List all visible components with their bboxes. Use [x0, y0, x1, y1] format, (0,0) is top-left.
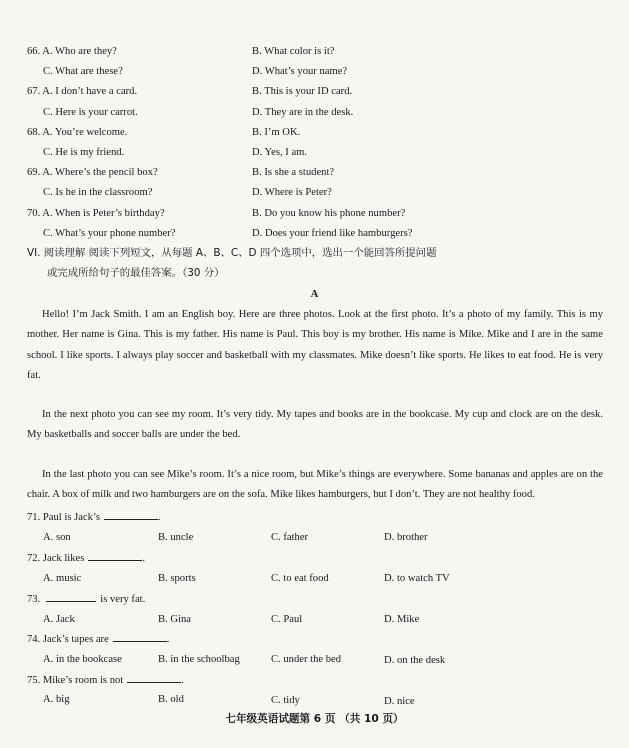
- question-suffix: .: [181, 675, 184, 686]
- q74-option-c: C. under the bed: [271, 654, 342, 665]
- question-75: [27, 673, 184, 687]
- question-suffix: .: [157, 512, 161, 523]
- passage-title: A: [310, 289, 319, 300]
- q71-option-c: C. father: [271, 532, 309, 543]
- question-text: 72. Jack likes: [27, 553, 85, 564]
- q75-option-c: C. tidy: [271, 695, 300, 706]
- q71-option-d: D. brother: [384, 532, 428, 543]
- question-suffix: .: [142, 553, 146, 564]
- page-footer: 七年级英语试题第 6 页 （共 10 页）: [225, 713, 404, 725]
- option-66b: B. What color is it?: [252, 46, 335, 57]
- question-text: 74. Jack’s tapes are: [27, 634, 109, 645]
- question-text: 73.: [27, 594, 41, 605]
- option-68c: C. He is my friend.: [43, 147, 125, 158]
- section-heading-cont: 或完成所给句子的最佳答案。（30 分）: [47, 267, 225, 279]
- question-71: [27, 510, 161, 524]
- option-67a: 67. A. I don’t have a card.: [27, 86, 138, 97]
- q72-option-c: C. to eat food: [271, 573, 329, 584]
- answer-blank: [113, 632, 167, 642]
- option-66a: 66. A. Who are they?: [27, 46, 117, 57]
- q75-option-d: D. nice: [384, 696, 415, 707]
- option-68d: D. Yes, I am.: [252, 147, 308, 158]
- q73-option-d: D. Mike: [384, 614, 420, 625]
- option-68b: B. I’m OK.: [252, 127, 301, 138]
- question-74: [27, 632, 169, 646]
- option-67b: B. This is your ID card.: [252, 86, 353, 97]
- q72-option-a: A. music: [43, 573, 82, 584]
- option-66d: D. What’s your name?: [252, 66, 348, 77]
- option-69a: 69. A. Where’s the pencil box?: [27, 167, 158, 178]
- q73-option-b: B. Gina: [158, 614, 191, 625]
- option-69b: B. Is she a student?: [252, 167, 335, 178]
- question-73: [27, 592, 145, 606]
- option-66c: C. What are these?: [43, 66, 123, 77]
- question-72: [27, 551, 145, 565]
- q71-option-b: B. uncle: [158, 532, 194, 543]
- option-67c: C. Here is your carrot.: [43, 107, 138, 118]
- passage-paragraph-1: Hello! I’m Jack Smith. I am an English boy. Here are three photos. Look at the first photo. It’s a photo of my family. This is my mother. Her name is Gina. This is my father. His name is Paul. This boy is my brother. His name is Mike. Mike and I are in the same school. I like sports. I always play soccer and basketball with my classmates. Mike doesn’t like sports. He likes to eat food. He is very fat.: [27, 309, 603, 381]
- question-text: 71. Paul is Jack’s: [27, 512, 100, 523]
- question-text: 75. Mike’s room is not: [27, 675, 124, 686]
- option-70b: B. Do you know his phone number?: [252, 208, 406, 219]
- option-70c: C. What’s your phone number?: [43, 228, 176, 239]
- section-heading: VI. 阅读理解 阅读下列短文，从每题 A、B、C、D 四个选项中，选出一个能回答所提问题: [27, 247, 437, 259]
- option-70d: D. Does your friend like hamburgers?: [252, 228, 413, 239]
- passage-paragraph-3: In the last photo you can see Mike’s room. It’s a nice room, but Mike’s things are everywhere. Some bananas and apples are on the chair. A box of milk and two hamburgers are on the sofa. Mike likes hamburgers, but I don’t. They are not healthy food.: [27, 469, 603, 501]
- question-suffix: .: [166, 634, 170, 645]
- q74-option-a: A. in the bookcase: [43, 654, 122, 665]
- answer-blank: [127, 673, 181, 683]
- question-suffix: is very fat.: [100, 594, 146, 605]
- q73-option-c: C. Paul: [271, 614, 303, 625]
- option-70a: 70. A. When is Peter’s birthday?: [27, 208, 165, 219]
- q71-option-a: A. son: [43, 532, 71, 543]
- option-69c: C. Is he in the classroom?: [43, 187, 153, 198]
- q75-option-b: B. old: [158, 694, 184, 705]
- answer-blank: [46, 592, 96, 602]
- option-67d: D. They are in the desk.: [252, 107, 354, 118]
- answer-blank: [104, 510, 158, 520]
- q74-option-b: B. in the schoolbag: [158, 654, 240, 665]
- answer-blank: [88, 551, 142, 561]
- q72-option-d: D. to watch TV: [384, 573, 450, 584]
- q75-option-a: A. big: [43, 694, 70, 705]
- q72-option-b: B. sports: [158, 573, 196, 584]
- option-68a: 68. A. You’re welcome.: [27, 127, 128, 138]
- q74-option-d: D. on the desk: [384, 655, 446, 666]
- q73-option-a: A. Jack: [43, 614, 75, 625]
- option-69d: D. Where is Peter?: [252, 187, 332, 198]
- passage-paragraph-2: In the next photo you can see my room. It’s very tidy. My tapes and books are in the bookcase. My cup and clock are on the desk. My basketballs and soccer balls are under the bed.: [27, 409, 603, 441]
